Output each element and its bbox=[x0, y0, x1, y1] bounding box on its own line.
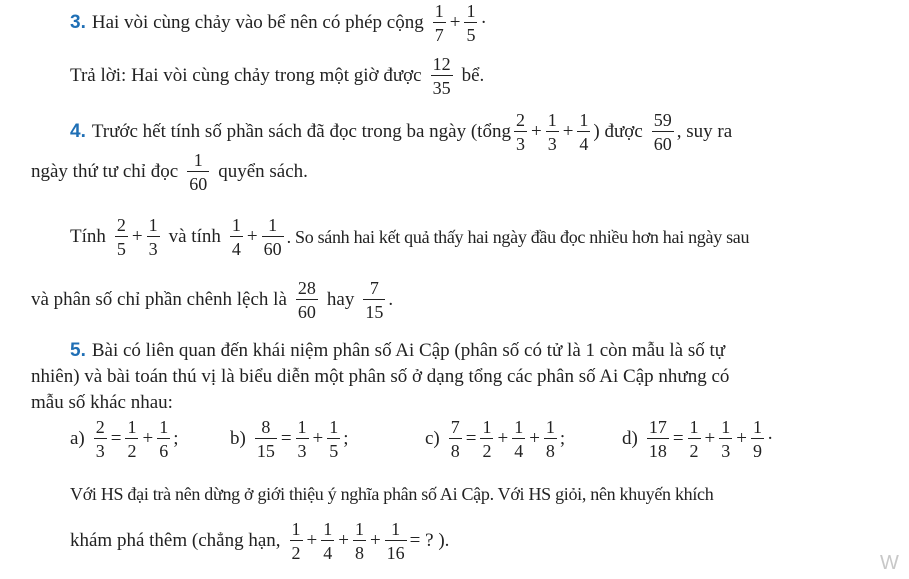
fraction: $\frac{28}{60}$ bbox=[297, 278, 316, 322]
plus-sign: + bbox=[530, 121, 542, 142]
fraction: $\frac{1}{5}$ bbox=[466, 1, 476, 45]
note-tail: = ? ). bbox=[409, 530, 450, 551]
fraction: $\frac{1}{60}$ bbox=[189, 150, 208, 194]
problem-number: 4. bbox=[70, 121, 86, 142]
period: · bbox=[480, 12, 487, 33]
problem-text: mẫu số khác nhau: bbox=[31, 392, 173, 413]
plus-sign: + bbox=[312, 428, 324, 449]
problem-4-line bbox=[70, 111, 732, 153]
problem-text: Trước hết tính số phần sách đã đọc trong ba ngày (tổng bbox=[91, 121, 511, 142]
separator: · bbox=[766, 428, 774, 449]
plus-sign: + bbox=[142, 428, 154, 449]
equals-sign: = bbox=[465, 428, 477, 449]
fraction: $\frac{2}{5}$ bbox=[116, 215, 126, 259]
example-c bbox=[425, 418, 565, 460]
text-fragment: hay bbox=[326, 289, 355, 310]
text-fragment: Tính bbox=[70, 226, 106, 247]
fraction: $\frac{12}{35}$ bbox=[432, 54, 451, 98]
fraction: $\frac{1}{7}$ bbox=[434, 1, 444, 45]
watermark: W bbox=[880, 552, 899, 574]
note-line-1 bbox=[70, 484, 713, 505]
example-label: a) bbox=[70, 428, 85, 449]
separator: ; bbox=[173, 428, 179, 449]
note-text: Với HS đại trà nên dừng ở giới thiệu ý nghĩa phân số Ai Cập. Với HS giỏi, nên khuyến khích bbox=[70, 484, 714, 504]
fraction: $\frac{1}{2}$ bbox=[482, 417, 492, 461]
text-fragment: ngày thứ tư chỉ đọc bbox=[31, 161, 179, 182]
text-fragment: và tính bbox=[168, 226, 221, 247]
fraction: $\frac{1}{2}$ bbox=[127, 417, 137, 461]
fraction: $\frac{1}{2}$ bbox=[689, 417, 699, 461]
fraction: $\frac{1}{8}$ bbox=[545, 417, 555, 461]
equals-sign: = bbox=[672, 428, 684, 449]
problem-text: Hai vòi cùng chảy vào bể nên có phép cộng bbox=[91, 12, 424, 33]
plus-sign: + bbox=[246, 226, 258, 247]
fraction: $\frac{7}{15}$ bbox=[365, 278, 384, 322]
plus-sign: + bbox=[131, 226, 143, 247]
separator: ; bbox=[559, 428, 566, 449]
plus-sign: + bbox=[449, 12, 461, 33]
problem-4-line-2 bbox=[31, 151, 308, 193]
note-text: khám phá thêm (chẳng hạn, bbox=[70, 530, 281, 551]
text-fragment: . So sánh hai kết quả thấy hai ngày đầu đọc nhiều hơn hai ngày sau bbox=[286, 226, 750, 247]
problem-4-line-4 bbox=[31, 279, 393, 321]
plus-sign: + bbox=[562, 121, 574, 142]
fraction: $\frac{1}{60}$ bbox=[263, 215, 282, 259]
fraction: $\frac{1}{4}$ bbox=[231, 215, 241, 259]
equals-sign: = bbox=[280, 428, 292, 449]
problem-number: 5. bbox=[70, 340, 86, 361]
fraction: $\frac{59}{60}$ bbox=[653, 110, 672, 154]
fraction: $\frac{1}{8}$ bbox=[354, 519, 364, 563]
text-fragment: và phân số chỉ phần chênh lệch là bbox=[31, 289, 287, 310]
problem-5-line bbox=[70, 340, 725, 362]
answer-3-line bbox=[70, 55, 484, 97]
problem-4-line-3 bbox=[70, 216, 749, 258]
text-fragment: quyển sách. bbox=[218, 161, 308, 182]
fraction: $\frac{1}{5}$ bbox=[329, 417, 339, 461]
fraction: $\frac{1}{3}$ bbox=[547, 110, 557, 154]
example-b bbox=[230, 418, 349, 460]
answer-text: Trả lời: Hai vòi cùng chảy trong một giờ được bbox=[70, 65, 422, 86]
fraction: $\frac{7}{8}$ bbox=[450, 417, 460, 461]
plus-sign: + bbox=[736, 428, 747, 449]
answer-tail: bể. bbox=[461, 65, 485, 86]
fraction: $\frac{1}{6}$ bbox=[159, 417, 169, 461]
example-d bbox=[622, 418, 773, 460]
plus-sign: + bbox=[704, 428, 716, 449]
fraction: $\frac{8}{15}$ bbox=[256, 417, 275, 461]
fraction: $\frac{1}{4}$ bbox=[579, 110, 589, 154]
problem-5-line-3 bbox=[31, 392, 173, 414]
fraction: $\frac{2}{3}$ bbox=[515, 110, 525, 154]
problem-3-line bbox=[70, 2, 487, 44]
fraction: $\frac{1}{3}$ bbox=[297, 417, 307, 461]
example-a bbox=[70, 418, 178, 460]
fraction: $\frac{1}{4}$ bbox=[323, 519, 333, 563]
plus-sign: + bbox=[306, 530, 318, 551]
fraction: $\frac{1}{4}$ bbox=[514, 417, 524, 461]
separator: ; bbox=[343, 428, 349, 449]
problem-text: Bài có liên quan đến khái niệm phân số Ai Cập (phân số có tử là 1 còn mẫu là số tự bbox=[91, 340, 726, 361]
plus-sign: + bbox=[369, 530, 381, 551]
problem-number: 3. bbox=[70, 12, 86, 33]
fraction: $\frac{1}{9}$ bbox=[752, 417, 762, 461]
period: . bbox=[388, 289, 394, 310]
text-fragment: , suy ra bbox=[676, 121, 733, 142]
fraction: $\frac{1}{2}$ bbox=[291, 519, 301, 563]
problem-text: nhiên) và bài toán thú vị là biểu diễn một phân số ở dạng tổng các phân số Ai Cập nhưng có bbox=[31, 366, 730, 387]
fraction: $\frac{1}{16}$ bbox=[386, 519, 405, 563]
text-fragment: ) được bbox=[593, 121, 643, 142]
fraction: $\frac{1}{3}$ bbox=[148, 215, 158, 259]
plus-sign: + bbox=[338, 530, 349, 551]
problem-5-line-2 bbox=[31, 366, 729, 388]
fraction: $\frac{1}{3}$ bbox=[721, 417, 731, 461]
fraction: $\frac{2}{3}$ bbox=[95, 417, 105, 461]
example-label: c) bbox=[425, 428, 440, 449]
fraction: $\frac{17}{18}$ bbox=[648, 417, 667, 461]
plus-sign: + bbox=[529, 428, 540, 449]
example-label: d) bbox=[622, 428, 638, 449]
equals-sign: = bbox=[110, 428, 122, 449]
example-label: b) bbox=[230, 428, 246, 449]
note-line-2 bbox=[70, 520, 449, 562]
plus-sign: + bbox=[497, 428, 509, 449]
